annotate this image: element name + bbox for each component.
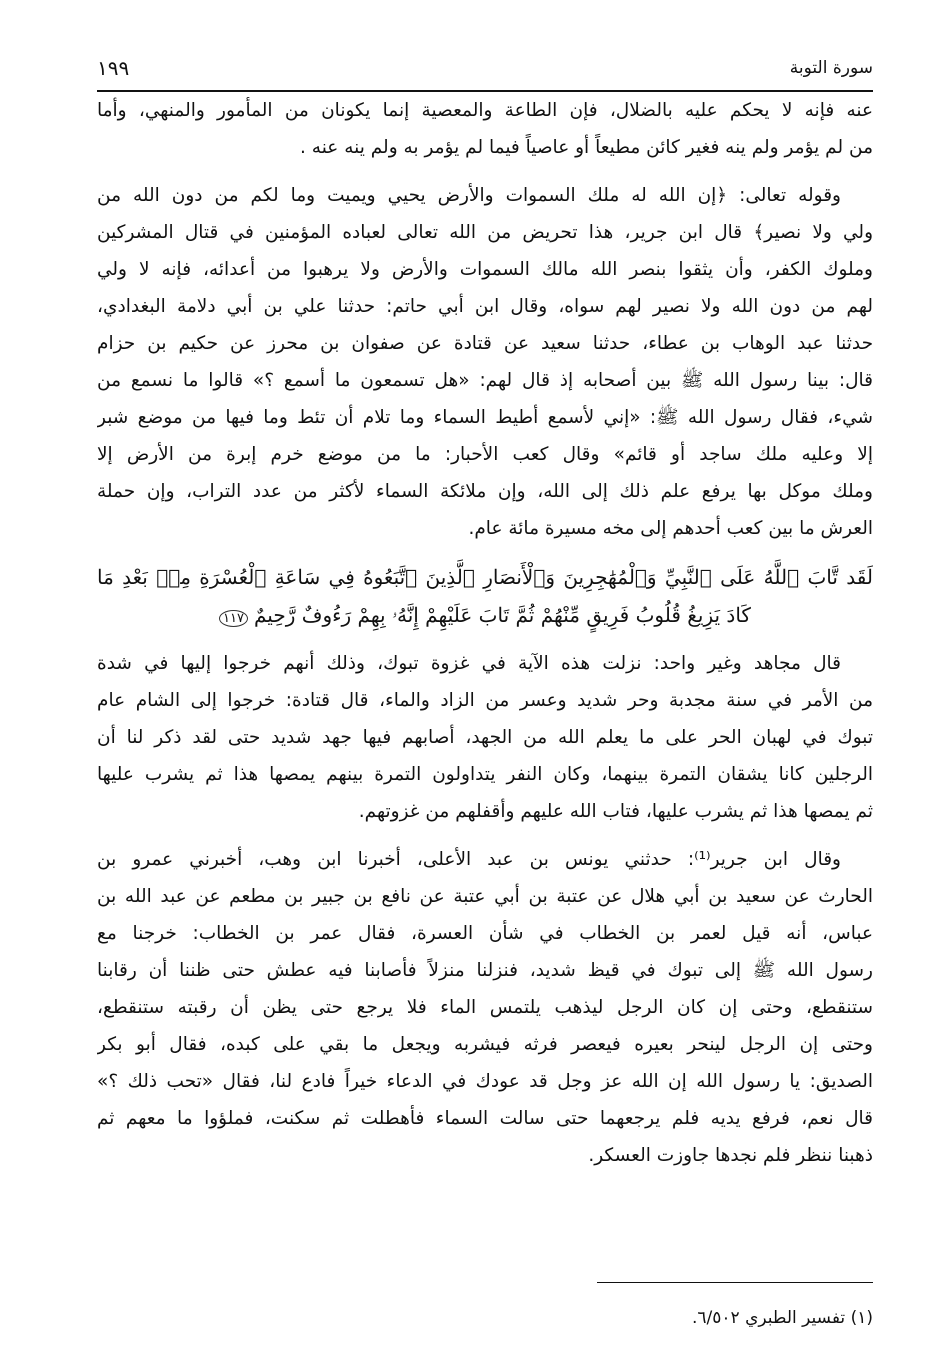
quran-verse — [97, 558, 873, 634]
line-text: ذهبنا ننظر فلم نجدها جاوزت العسكر. — [588, 1145, 873, 1166]
text-line — [97, 719, 873, 756]
line-text: شيء، فقال رسول الله ﷺ: «إني لأسمع أطيط السماء وما تلام أن تئط وما فيها من موضع شبر — [97, 407, 873, 428]
paragraph — [97, 92, 873, 166]
footnote-text: تفسير الطبري ٦/٥٠٢. — [692, 1308, 846, 1328]
paragraph — [97, 841, 873, 1174]
line-text: من لم يؤمر ولم ينه فغير كائن مطيعاً أو عاصياً فيما لم يؤمر به ولم ينه عنه . — [300, 137, 873, 158]
page-number: ١٩٩ — [97, 56, 130, 80]
text-line — [97, 473, 873, 510]
line-text: رسول الله ﷺ إلى تبوك في قيظ شديد، فنزلنا منزلاً فأصابنا فيه عطش حتى ظننا أن رقابنا — [97, 960, 873, 981]
text-line — [97, 645, 873, 682]
text-line — [97, 325, 873, 362]
text-line — [97, 362, 873, 399]
text-line — [97, 129, 873, 166]
text-line — [97, 1100, 873, 1137]
page-body — [97, 92, 873, 1185]
line-text: الصديق: يا رسول الله إن الله عز وجل قد عودك في الدعاء خيراً فادع لنا، فقال «تحب ذلك ؟» — [97, 1071, 873, 1092]
text-line — [97, 436, 873, 473]
surah-title: سورة التوبة — [789, 58, 873, 78]
paragraph — [97, 645, 873, 830]
text-line — [97, 793, 873, 830]
text-line — [97, 177, 873, 214]
line-text: لَقَد تَّابَ ٱللَّهُ عَلَى ٱلنَّبِيِّ وَٱلْمُهَٰجِرِينَ وَٱلْأَنصَارِ ٱلَّذِينَ ٱتَّبَعُوهُ فِي سَاعَةِ ٱلْعُسْرَةِ مِنۢ بَعْدِ مَا — [97, 565, 873, 589]
text-line — [97, 214, 873, 251]
text-line — [97, 878, 873, 915]
line-text: عنه فإنه لا يحكم عليه بالضلال، فإن الطاعة والمعصية إنما يكونان من المأمور والمنهي، وأما — [97, 100, 873, 121]
text-line — [97, 682, 873, 719]
footnote-rule — [597, 1282, 873, 1283]
text-line — [97, 1137, 873, 1174]
text-line — [97, 1026, 873, 1063]
line-text: إلا وعليه ملك ساجد أو قائم» وقال كعب الأحبار: ما من موضع خرم إبرة من الأرض إلا — [97, 444, 873, 465]
text-line — [97, 596, 873, 634]
line-text: تبوك في لهبان الحر على ما يعلم الله من الجهد، أصابهم فيها جهد شديد حتى لقد ذكر لنا أن — [97, 727, 873, 748]
line-text: عباس، أنه قيل لعمر بن الخطاب في شأن العسرة، فقال عمر بن الخطاب: خرجنا مع — [97, 923, 873, 944]
footnote — [97, 1308, 873, 1328]
paragraph — [97, 177, 873, 547]
text-line — [97, 558, 873, 596]
line-text: قال نعم، فرفع يديه فلم يرجعهما حتى سالت السماء فأهطلت ثم سكنت، فملؤوا ما معهم ثم — [97, 1108, 873, 1129]
text-line — [97, 952, 873, 989]
line-text: وملك موكل بها يرفع علم ذلك إلى الله، وإن ملائكة السماء لأكثر من عدد التراب، وإن حملة — [97, 481, 873, 502]
line-text: وقال ابن جرير⁽¹⁾: حدثني يونس بن عبد الأعلى، أخبرنا ابن وهب، أخبرني عمرو بن — [97, 849, 841, 870]
line-text: وقوله تعالى: ﴿إن الله له ملك السموات والأرض يحيي ويميت وما لكم من دون الله من — [97, 185, 841, 206]
text-line — [97, 92, 873, 129]
line-text: ثم يمصها هذا ثم يشرب عليها، فتاب الله عليهم وأقفلهم من غزوتهم. — [358, 801, 873, 822]
line-text: قال: بينا رسول الله ﷺ بين أصحابه إذ قال لهم: «هل تسمعون ما أسمع ؟» قالوا ما نسمع من — [97, 370, 873, 391]
line-text: وحتى إن الرجل لينحر بعيره فيعصر فرثه فيشربه ويجعل ما بقي على كبده، فقال أبو بكر — [97, 1034, 873, 1055]
text-line — [97, 510, 873, 547]
line-text: حدثنا عبد الوهاب بن عطاء، حدثنا سعيد عن قتادة عن صفوان بن محرز عن حكيم بن حزام — [97, 333, 873, 354]
line-text: كَادَ يَزِيغُ قُلُوبُ فَرِيقٍ مِّنْهُمْ ثُمَّ تَابَ عَلَيْهِمْ إِنَّهُۥ بِهِمْ رَءُوفٌ رَّحِيمٌ — [253, 603, 751, 627]
line-text: الحارث عن سعيد بن أبي هلال عن عتبة بن أبي عتبة عن نافع بن جبير بن مطعم عن عبد الله بن — [97, 886, 873, 907]
text-line — [97, 841, 873, 878]
verse-number: ١١٧ — [219, 610, 248, 627]
text-line — [97, 756, 873, 793]
line-text: العرش ما بين كعب أحدهم إلى مخه مسيرة مائة عام. — [468, 518, 873, 539]
running-header — [97, 56, 873, 86]
line-text: ولي ولا نصير﴾ قال ابن جرير، هذا تحريض من الله تعالى لعباده المؤمنين في قتال المشركين — [97, 222, 873, 243]
text-line — [97, 1063, 873, 1100]
text-line — [97, 288, 873, 325]
line-text: الرجلين كانا يشقان التمرة بينهما، وكان النفر يتداولون التمرة بينهم يمصها هذا ثم يشرب عليها — [97, 764, 873, 785]
line-text: لهم من دون الله ولا نصير لهم سواه، وقال ابن أبي حاتم: حدثنا علي بن أبي دلامة البغدادي، — [97, 296, 873, 317]
text-line — [97, 251, 873, 288]
line-text: قال مجاهد وغير واحد: نزلت هذه الآية في غزوة تبوك، وذلك أنهم خرجوا إليها في شدة — [97, 653, 841, 674]
footnote-marker: (١) — [850, 1308, 873, 1328]
line-text: من الأمر في سنة مجدبة وحر شديد وعسر من الزاد والماء، قال قتادة: خرجوا إلى الشام عام — [97, 690, 873, 711]
line-text: وملوك الكفر، وأن يثقوا بنصر الله مالك السموات والأرض ولا يرهبوا من أعدائه، فإنه لا ولي — [97, 259, 873, 280]
line-text: ستنقطع، وحتى إن كان الرجل ليذهب يلتمس الماء فلا يرجع حتى يظن أن رقبته ستنقطع، — [97, 997, 873, 1018]
text-line — [97, 399, 873, 436]
text-line — [97, 915, 873, 952]
text-line — [97, 989, 873, 1026]
